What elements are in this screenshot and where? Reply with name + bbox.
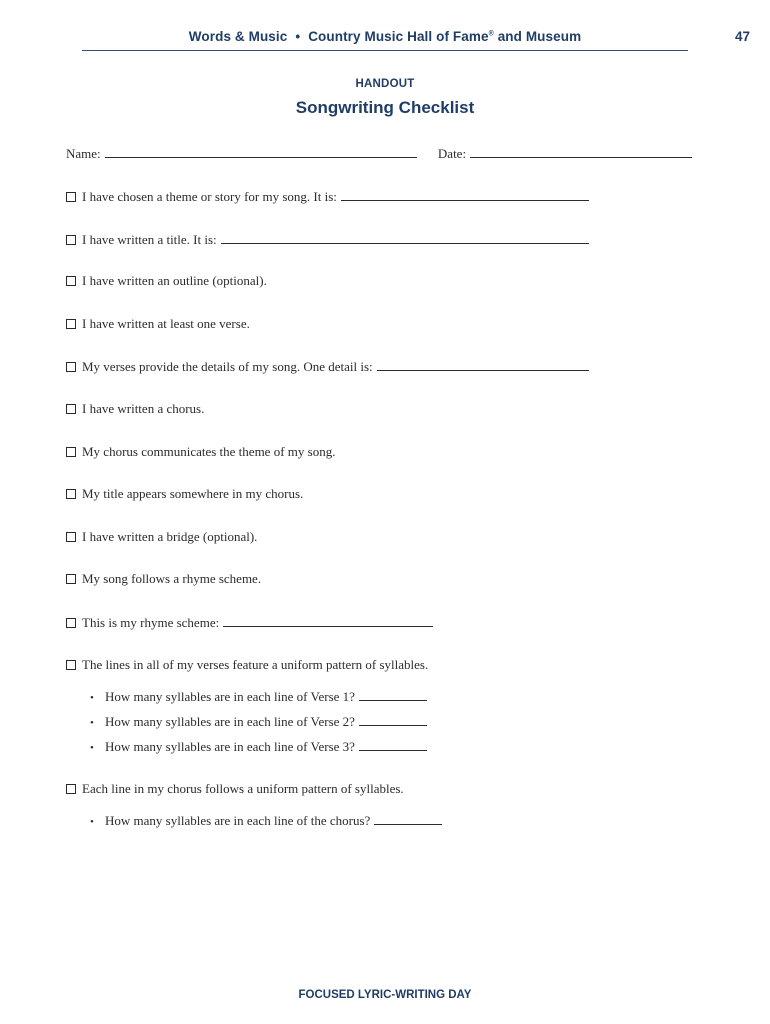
verse-1-question — [90, 688, 427, 706]
checklist-item-outline — [66, 273, 267, 289]
name-field[interactable] — [105, 145, 417, 158]
question-text: How many syllables are in each line of Verse 3? — [105, 739, 355, 754]
checkbox[interactable] — [66, 574, 76, 584]
page-number: 47 — [734, 29, 750, 44]
checkbox[interactable] — [66, 362, 76, 372]
header-right-suffix: and Museum — [497, 29, 582, 44]
checklist-text: I have written at least one verse. — [82, 316, 250, 331]
answer-field[interactable] — [374, 812, 442, 825]
checkbox[interactable] — [66, 235, 76, 245]
checklist-item-chorus-theme — [66, 444, 335, 460]
checklist-item-theme — [66, 188, 589, 205]
checkbox[interactable] — [66, 404, 76, 414]
answer-field[interactable] — [341, 188, 589, 201]
date-field[interactable] — [470, 145, 692, 158]
registered-mark: ® — [488, 30, 494, 38]
answer-field[interactable] — [359, 713, 427, 726]
checklist-item-chorus — [66, 401, 204, 417]
checklist-item-rhyme-scheme — [66, 614, 433, 631]
checklist-text: My song follows a rhyme scheme. — [82, 571, 262, 586]
checklist-text: I have chosen a theme or story for my song. It is: — [82, 189, 337, 204]
checklist-text: My chorus communicates the theme of my song. — [82, 444, 336, 459]
answer-field[interactable] — [359, 688, 427, 701]
checklist-text: I have written a bridge (optional). — [82, 529, 258, 544]
page-title: Songwriting Checklist — [295, 98, 475, 117]
name-label: Name: — [66, 146, 101, 161]
name-date-row — [66, 145, 692, 162]
checklist-item-verse — [66, 316, 250, 332]
checklist-item-title — [66, 231, 589, 248]
checklist-item-verse-syllables — [66, 657, 428, 673]
checklist-text: I have written a chorus. — [82, 401, 205, 416]
checkbox[interactable] — [66, 784, 76, 794]
checklist-text: My verses provide the details of my song. One detail is: — [82, 359, 373, 374]
answer-field[interactable] — [223, 614, 433, 627]
running-footer: FOCUSED LYRIC-WRITING DAY — [298, 989, 472, 1001]
checkbox[interactable] — [66, 660, 76, 670]
checkbox[interactable] — [66, 618, 76, 628]
checklist-item-chorus-syllables — [66, 781, 404, 797]
checkbox[interactable] — [66, 276, 76, 286]
header-right-text: Country Music Hall of Fame — [308, 29, 489, 44]
checklist-text: My title appears somewhere in my chorus. — [82, 486, 304, 501]
verse-2-question — [90, 713, 427, 731]
answer-field[interactable] — [377, 358, 589, 371]
answer-field[interactable] — [359, 738, 427, 751]
question-text: How many syllables are in each line of Verse 2? — [105, 714, 355, 729]
checkbox[interactable] — [66, 532, 76, 542]
checklist-text: I have written a title. It is: — [82, 232, 217, 247]
handout-label: HANDOUT — [355, 78, 415, 90]
running-header — [82, 29, 688, 44]
date-label: Date: — [437, 146, 467, 161]
chorus-question — [90, 812, 442, 830]
checklist-item-bridge — [66, 529, 257, 545]
question-text: How many syllables are in each line of Verse 1? — [105, 689, 355, 704]
bullet: • — [90, 717, 94, 729]
checkbox[interactable] — [66, 319, 76, 329]
header-left-text: Words & Music — [188, 29, 288, 44]
bullet: • — [90, 816, 94, 828]
checkbox[interactable] — [66, 192, 76, 202]
header-separator: • — [295, 29, 301, 44]
checklist-text: Each line in my chorus follows a uniform pattern of syllables. — [82, 781, 404, 796]
checklist-text: The lines in all of my verses feature a uniform pattern of syllables. — [82, 657, 429, 672]
checklist-item-details — [66, 358, 589, 375]
header-rule — [82, 50, 688, 51]
bullet: • — [90, 742, 94, 754]
checklist-item-title-in-chorus — [66, 486, 303, 502]
checkbox[interactable] — [66, 489, 76, 499]
verse-3-question — [90, 738, 427, 756]
bullet: • — [90, 692, 94, 704]
checklist-text: I have written an outline (optional). — [82, 273, 267, 288]
question-text: How many syllables are in each line of the chorus? — [105, 813, 371, 828]
checkbox[interactable] — [66, 447, 76, 457]
checklist-item-rhyme — [66, 571, 261, 587]
checklist-text: This is my rhyme scheme: — [82, 615, 220, 630]
answer-field[interactable] — [221, 231, 589, 244]
